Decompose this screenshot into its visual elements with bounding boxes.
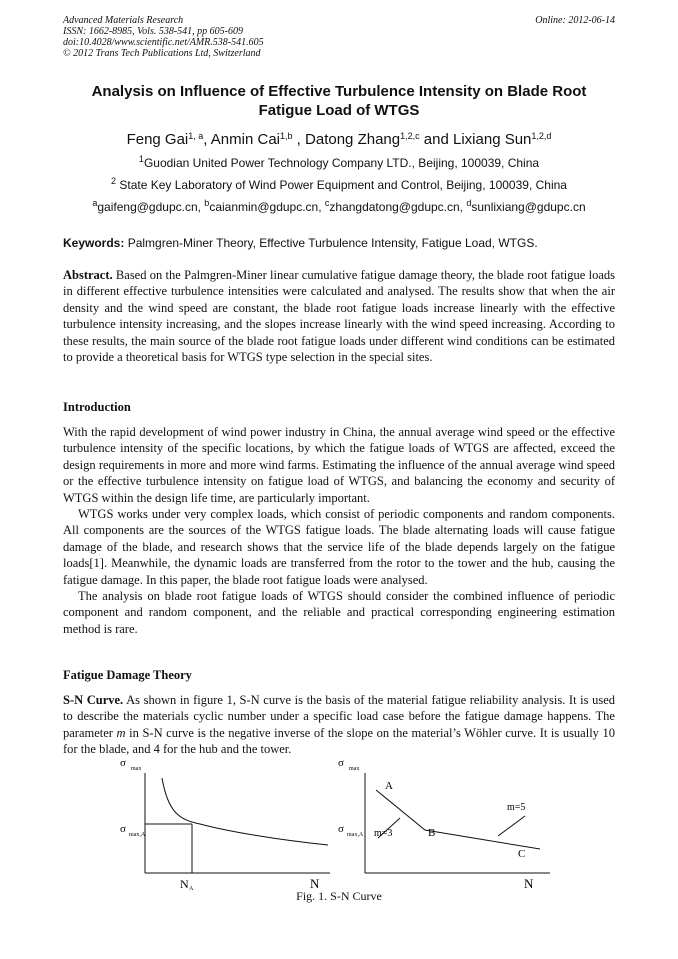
email-link[interactable]: gaifeng@gdupc.cn,: [97, 200, 205, 214]
author-name: Anmin Cai: [210, 131, 280, 148]
sn-curve-paragraph: [63, 692, 615, 758]
author-name: Lixiang Sun: [453, 131, 532, 148]
keywords-label: Keywords:: [63, 236, 125, 250]
sn-curve-figure: [100, 758, 560, 893]
abstract: [63, 267, 615, 365]
author-affil-mark: 1,b: [280, 131, 293, 141]
affil-text: State Key Laboratory of Wind Power Equipment and Control, Beijing, 100039, China: [116, 178, 567, 192]
author-list: [63, 130, 615, 150]
right-max-sub: max: [349, 766, 360, 772]
affil-text: Guodian United Power Technology Company LTD., Beijing, 100039, China: [143, 156, 540, 170]
author-name: Datong Zhang: [305, 131, 401, 148]
online-date: Online: 2012-06-14: [535, 15, 615, 26]
left-N-axis-label: N: [310, 876, 320, 891]
title-line-2: Fatigue Load of WTGS: [258, 102, 420, 119]
right-point-B: B: [428, 827, 436, 839]
keywords-text: Palmgren-Miner Theory, Effective Turbulence Intensity, Fatigue Load, WTGS.: [124, 236, 538, 250]
journal-copyright: © 2012 Trans Tech Publications Ltd, Switzerland: [63, 48, 261, 59]
email-mark: d: [466, 198, 472, 208]
right-maxA-sub: max,A: [347, 832, 364, 838]
sn-label: S-N Curve.: [63, 693, 124, 707]
left-max-sub: max: [131, 766, 142, 772]
left-sn-chart: [120, 758, 330, 892]
author-separator: and: [419, 131, 453, 148]
right-N-axis-label: N: [524, 876, 534, 891]
email-mark: a: [92, 198, 98, 208]
left-NA-sub: A: [189, 886, 194, 892]
author-affil-mark: 1,2,d: [531, 131, 552, 141]
fatigue-damage-heading: Fatigue Damage Theory: [63, 668, 192, 682]
affiliation-1: [63, 156, 615, 171]
author-affil-mark: 1, a: [188, 131, 204, 141]
journal-issn: ISSN: 1662-8985, Vols. 538-541, pp 605-609: [63, 26, 243, 37]
right-m3-label: m=3: [374, 828, 393, 839]
left-sigmaA-label: σ: [120, 823, 126, 835]
right-m5-label: m=5: [507, 802, 526, 813]
journal-name: Advanced Materials Research: [63, 15, 184, 26]
sn-text: As shown in figure 1, S-N curve is the basis of the material fatigue reliability analysis. It is used to describe the materials cyclic number under a specific load case before the fatigue damage happens. The parameter: [63, 693, 615, 740]
right-sn-chart: [338, 758, 550, 891]
left-sn-curve: [162, 778, 328, 845]
sn-parameter-m: m: [116, 725, 126, 740]
author-name: Feng Gai: [126, 131, 189, 148]
intro-paragraph-2: WTGS works under very complex loads, which consist of periodic components and random components. All components are the sources of the WTGS fatigue loads. The blade alternating loads will cause fatigue damage of the blade, and research shows that the service life of the blade depends largely on the fatigue loads[1]. Meanwhile, the dynamic loads are transferred from the rotor to the tower and the hub, causing the fatigue damage. In this paper, the blade root fatigue loads were analysed.: [63, 507, 615, 587]
author-separator: ,: [292, 131, 306, 148]
left-maxA-sub: max,A: [129, 832, 146, 838]
title-line-1: Analysis on Influence of Effective Turbulence Intensity on Blade Root: [91, 83, 587, 100]
journal-header: [63, 15, 615, 59]
keywords: [63, 236, 615, 251]
author-affil-mark: 1,2,c: [400, 131, 420, 141]
abstract-text: Based on the Palmgren-Miner linear cumulative fatigue damage theory, the blade root fatigue loads in different effective turbulence intensities were calculated and analysed. The results show that when the air density and the wind speed are constant, the blade root fatigue loads increase linearly with the effective turbulence intensity increasing, and the slopes increase linearly with the wind speed increasing. According to these results, the main source of the blade root fatigue loads under different wind conditions can be estimated to provide a theoretical basis for WTGS type selection in the special sites.: [63, 268, 615, 365]
email-link[interactable]: caianmin@gdupc.cn,: [209, 200, 325, 214]
author-emails: [63, 200, 615, 215]
email-link[interactable]: zhangdatong@gdupc.cn,: [329, 200, 467, 214]
right-sigmaA-label: σ: [338, 823, 344, 835]
right-sn-curve: [376, 790, 540, 849]
affiliation-2: [63, 178, 615, 193]
left-sigma-label: σ: [120, 758, 126, 769]
email-mark: c: [324, 198, 330, 208]
intro-paragraph-1: With the rapid development of wind power industry in China, the annual average wind speed or the effective turbulence intensity of the specific locations, by which the fatigue loads of WTGS are affected, exceed the design requirements in more and more wind farms. Estimating the influence of the annual average wind speed or the effective turbulence intensity on fatigue load of WTGS, and balancing the economy and security of WTGS within the design life time, are particularly important.: [63, 425, 615, 505]
paper-title: [63, 82, 615, 120]
introduction-heading: Introduction: [63, 400, 131, 414]
email-mark: b: [204, 198, 210, 208]
intro-paragraph-3: The analysis on blade root fatigue loads of WTGS should consider the combined influence of periodic component and random component, and the reliable and practical corresponding engineering estimation method is rare.: [63, 589, 615, 636]
sn-text: in S-N curve is the negative inverse of the slope on the material’s Wöhler curve. It is usually 10 for the blade, and 4 for the hub and the tower.: [63, 725, 616, 757]
right-sigma-label: σ: [338, 758, 344, 769]
right-point-A: A: [385, 780, 393, 792]
affil-mark: 1: [138, 154, 144, 164]
journal-doi: doi:10.4028/www.scientific.net/AMR.538-541.605: [63, 37, 264, 48]
right-m5-leader: [498, 816, 525, 836]
introduction-body: [63, 424, 615, 637]
left-NA-label: N: [180, 877, 189, 891]
email-link[interactable]: sunlixiang@gdupc.cn: [471, 200, 586, 214]
affil-mark: 2: [111, 176, 117, 186]
right-point-C: C: [518, 848, 526, 860]
figure-caption: Fig. 1. S-N Curve: [296, 889, 382, 903]
author-separator: ,: [203, 131, 211, 148]
abstract-label: Abstract.: [63, 268, 113, 282]
